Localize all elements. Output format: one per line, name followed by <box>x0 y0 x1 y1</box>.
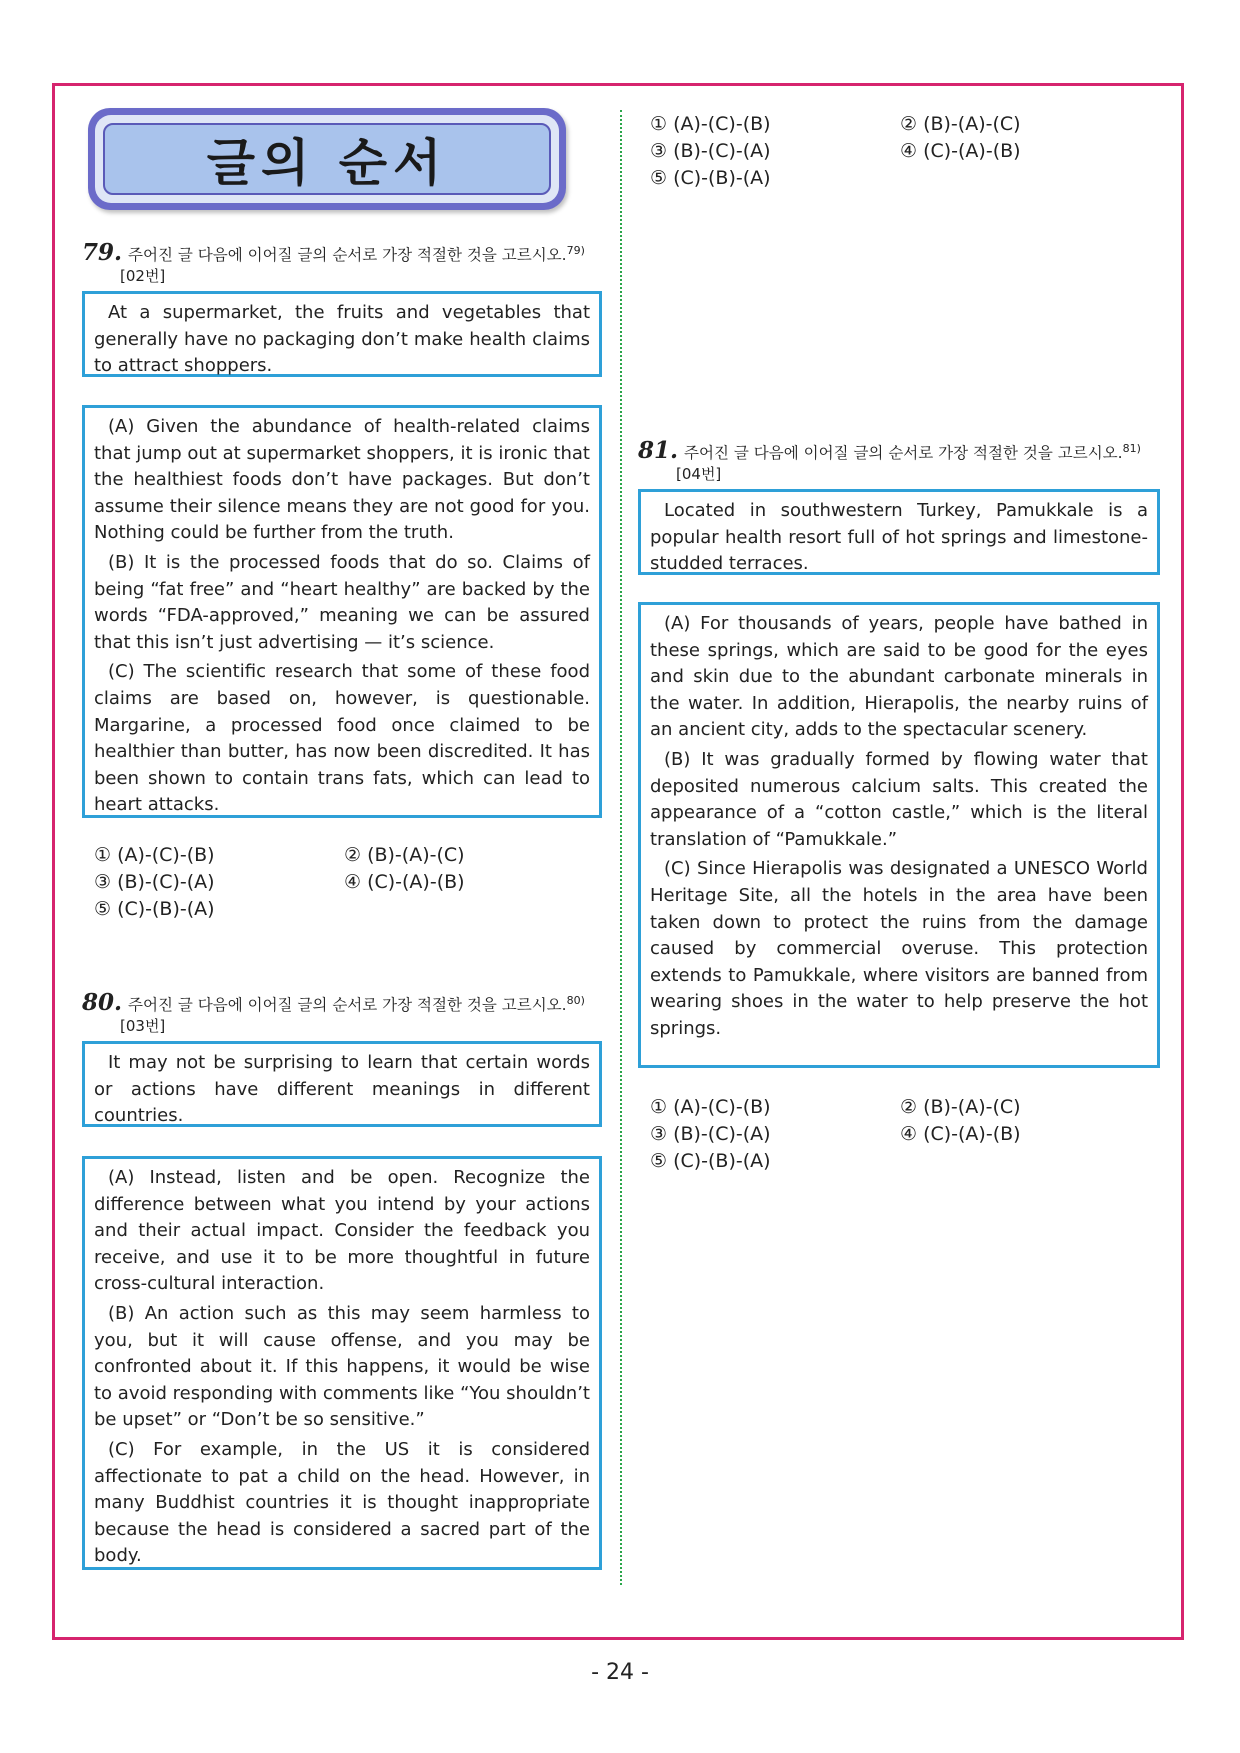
title-badge-plate <box>103 123 551 195</box>
question-81-choices <box>650 1094 1150 1175</box>
footnote-marker: 79) <box>566 244 585 257</box>
passage-b: (B) It was gradually formed by flowing water that deposited numerous calcium salts. This created the appearance of a “cotton castle,” which is the literal translation of “Pamukkale.” <box>650 748 1148 850</box>
choice-3[interactable]: ③ (B)-(C)-(A) <box>94 871 215 893</box>
choice-2[interactable]: ② (B)-(A)-(C) <box>900 1096 1021 1118</box>
passage-c: (C) The scientific research that some of these food claims are based on, however, is questionable. Margarine, a processed food once claimed to be healthier than butter, has now been discredited. It has been shown to contain trans fats, which can lead to heart attacks. <box>94 661 590 816</box>
title-badge-inner <box>95 115 559 203</box>
question-prompt: 주어진 글 다음에 이어질 글의 순서로 가장 적절한 것을 고르시오. <box>684 444 1123 463</box>
choice-1[interactable]: ① (A)-(C)-(B) <box>94 844 215 866</box>
question-number: 80. <box>82 989 123 1017</box>
question-source: [04번] <box>676 465 722 484</box>
passage-a: (A) Instead, listen and be open. Recognize the difference between what you intend by your actions and their actual impact. Consider the feedback you receive, and use it to be more thoughtful in future cross-cultural interaction. <box>94 1167 590 1295</box>
question-81-given-box <box>638 489 1160 575</box>
question-number: 81. <box>638 437 679 465</box>
column-divider <box>620 110 622 1585</box>
given-text: It may not be surprising to learn that certain words or actions have different meanings in different countries. <box>94 1052 590 1127</box>
choice-2[interactable]: ② (B)-(A)-(C) <box>344 844 465 866</box>
passage-b: (B) It is the processed foods that do so. Claims of being “fat free” and “heart healthy” are backed by the words “FDA-approved,” meaning we can be assured that this isn’t just advertising — it’s science. <box>94 551 590 653</box>
choice-1[interactable]: ① (A)-(C)-(B) <box>650 1096 771 1118</box>
question-80-passages-box <box>82 1156 602 1570</box>
passage-c: (C) Since Hierapolis was designated a UNESCO World Heritage Site, all the hotels in the area have been taken down to protect the ruins from the damage caused by commercial overuse. This protection extends to Pamukkale, where visitors are banned from wearing shoes in the water to help preserve the hot springs. <box>650 858 1148 1039</box>
choice-3[interactable]: ③ (B)-(C)-(A) <box>650 1123 771 1145</box>
choice-5[interactable]: ⑤ (C)-(B)-(A) <box>94 898 215 920</box>
question-81-header <box>638 438 1158 485</box>
passage-c: (C) For example, in the US it is considered affectionate to pat a child on the head. However, in many Buddhist countries it is thought inappropriate because the head is considered a sacred part of the body. <box>94 1438 590 1567</box>
question-source: [03번] <box>120 1017 166 1036</box>
question-81-passages-box <box>638 602 1160 1068</box>
question-prompt: 주어진 글 다음에 이어질 글의 순서로 가장 적절한 것을 고르시오. <box>128 996 567 1015</box>
section-title: 글의 순서 <box>206 134 448 192</box>
choice-2[interactable]: ② (B)-(A)-(C) <box>900 113 1021 135</box>
footnote-marker: 80) <box>566 994 585 1007</box>
passage-b: (B) An action such as this may seem harmless to you, but it will cause offense, and you may be confronted about it. If this happens, it would be wise to avoid responding with comments like “You shouldn’t be upset” or “Don’t be so sensitive.” <box>94 1302 590 1431</box>
question-79-passages-box <box>82 405 602 818</box>
choice-4[interactable]: ④ (C)-(A)-(B) <box>900 140 1021 162</box>
question-prompt: 주어진 글 다음에 이어질 글의 순서로 가장 적절한 것을 고르시오. <box>128 246 567 265</box>
question-80-given-box <box>82 1041 602 1127</box>
choice-1[interactable]: ① (A)-(C)-(B) <box>650 113 771 135</box>
choice-4[interactable]: ④ (C)-(A)-(B) <box>900 1123 1021 1145</box>
passage-a: (A) For thousands of years, people have bathed in these springs, which are said to be good for the eyes and skin due to the abundant carbonate minerals in the water. In addition, Hierapolis, the nearby ruins of an ancient city, adds to the spectacular scenery. <box>650 613 1148 741</box>
question-79-given-box <box>82 291 602 377</box>
given-text: At a supermarket, the fruits and vegetables that generally have no packaging don’t make health claims to attract shoppers. <box>94 302 590 377</box>
question-79-choices <box>94 842 594 923</box>
passage-a: (A) Given the abundance of health-related claims that jump out at supermarket shoppers, it is ironic that the healthiest foods don’t have packages. But don’t assume their silence means they are not good for you. Nothing could be further from the truth. <box>94 416 590 544</box>
page-number: - 24 - <box>591 1660 649 1685</box>
question-80-header <box>82 990 602 1037</box>
section-title-badge <box>88 108 566 210</box>
question-80-choices <box>650 111 1150 192</box>
choice-5[interactable]: ⑤ (C)-(B)-(A) <box>650 167 771 189</box>
question-number: 79. <box>82 239 123 267</box>
choice-3[interactable]: ③ (B)-(C)-(A) <box>650 140 771 162</box>
choice-4[interactable]: ④ (C)-(A)-(B) <box>344 871 465 893</box>
choice-5[interactable]: ⑤ (C)-(B)-(A) <box>650 1150 771 1172</box>
footnote-marker: 81) <box>1122 442 1141 455</box>
question-79-header <box>82 240 602 287</box>
question-source: [02번] <box>120 267 166 286</box>
given-text: Located in southwestern Turkey, Pamukkale is a popular health resort full of hot springs and limestone-studded terraces. <box>650 500 1148 575</box>
